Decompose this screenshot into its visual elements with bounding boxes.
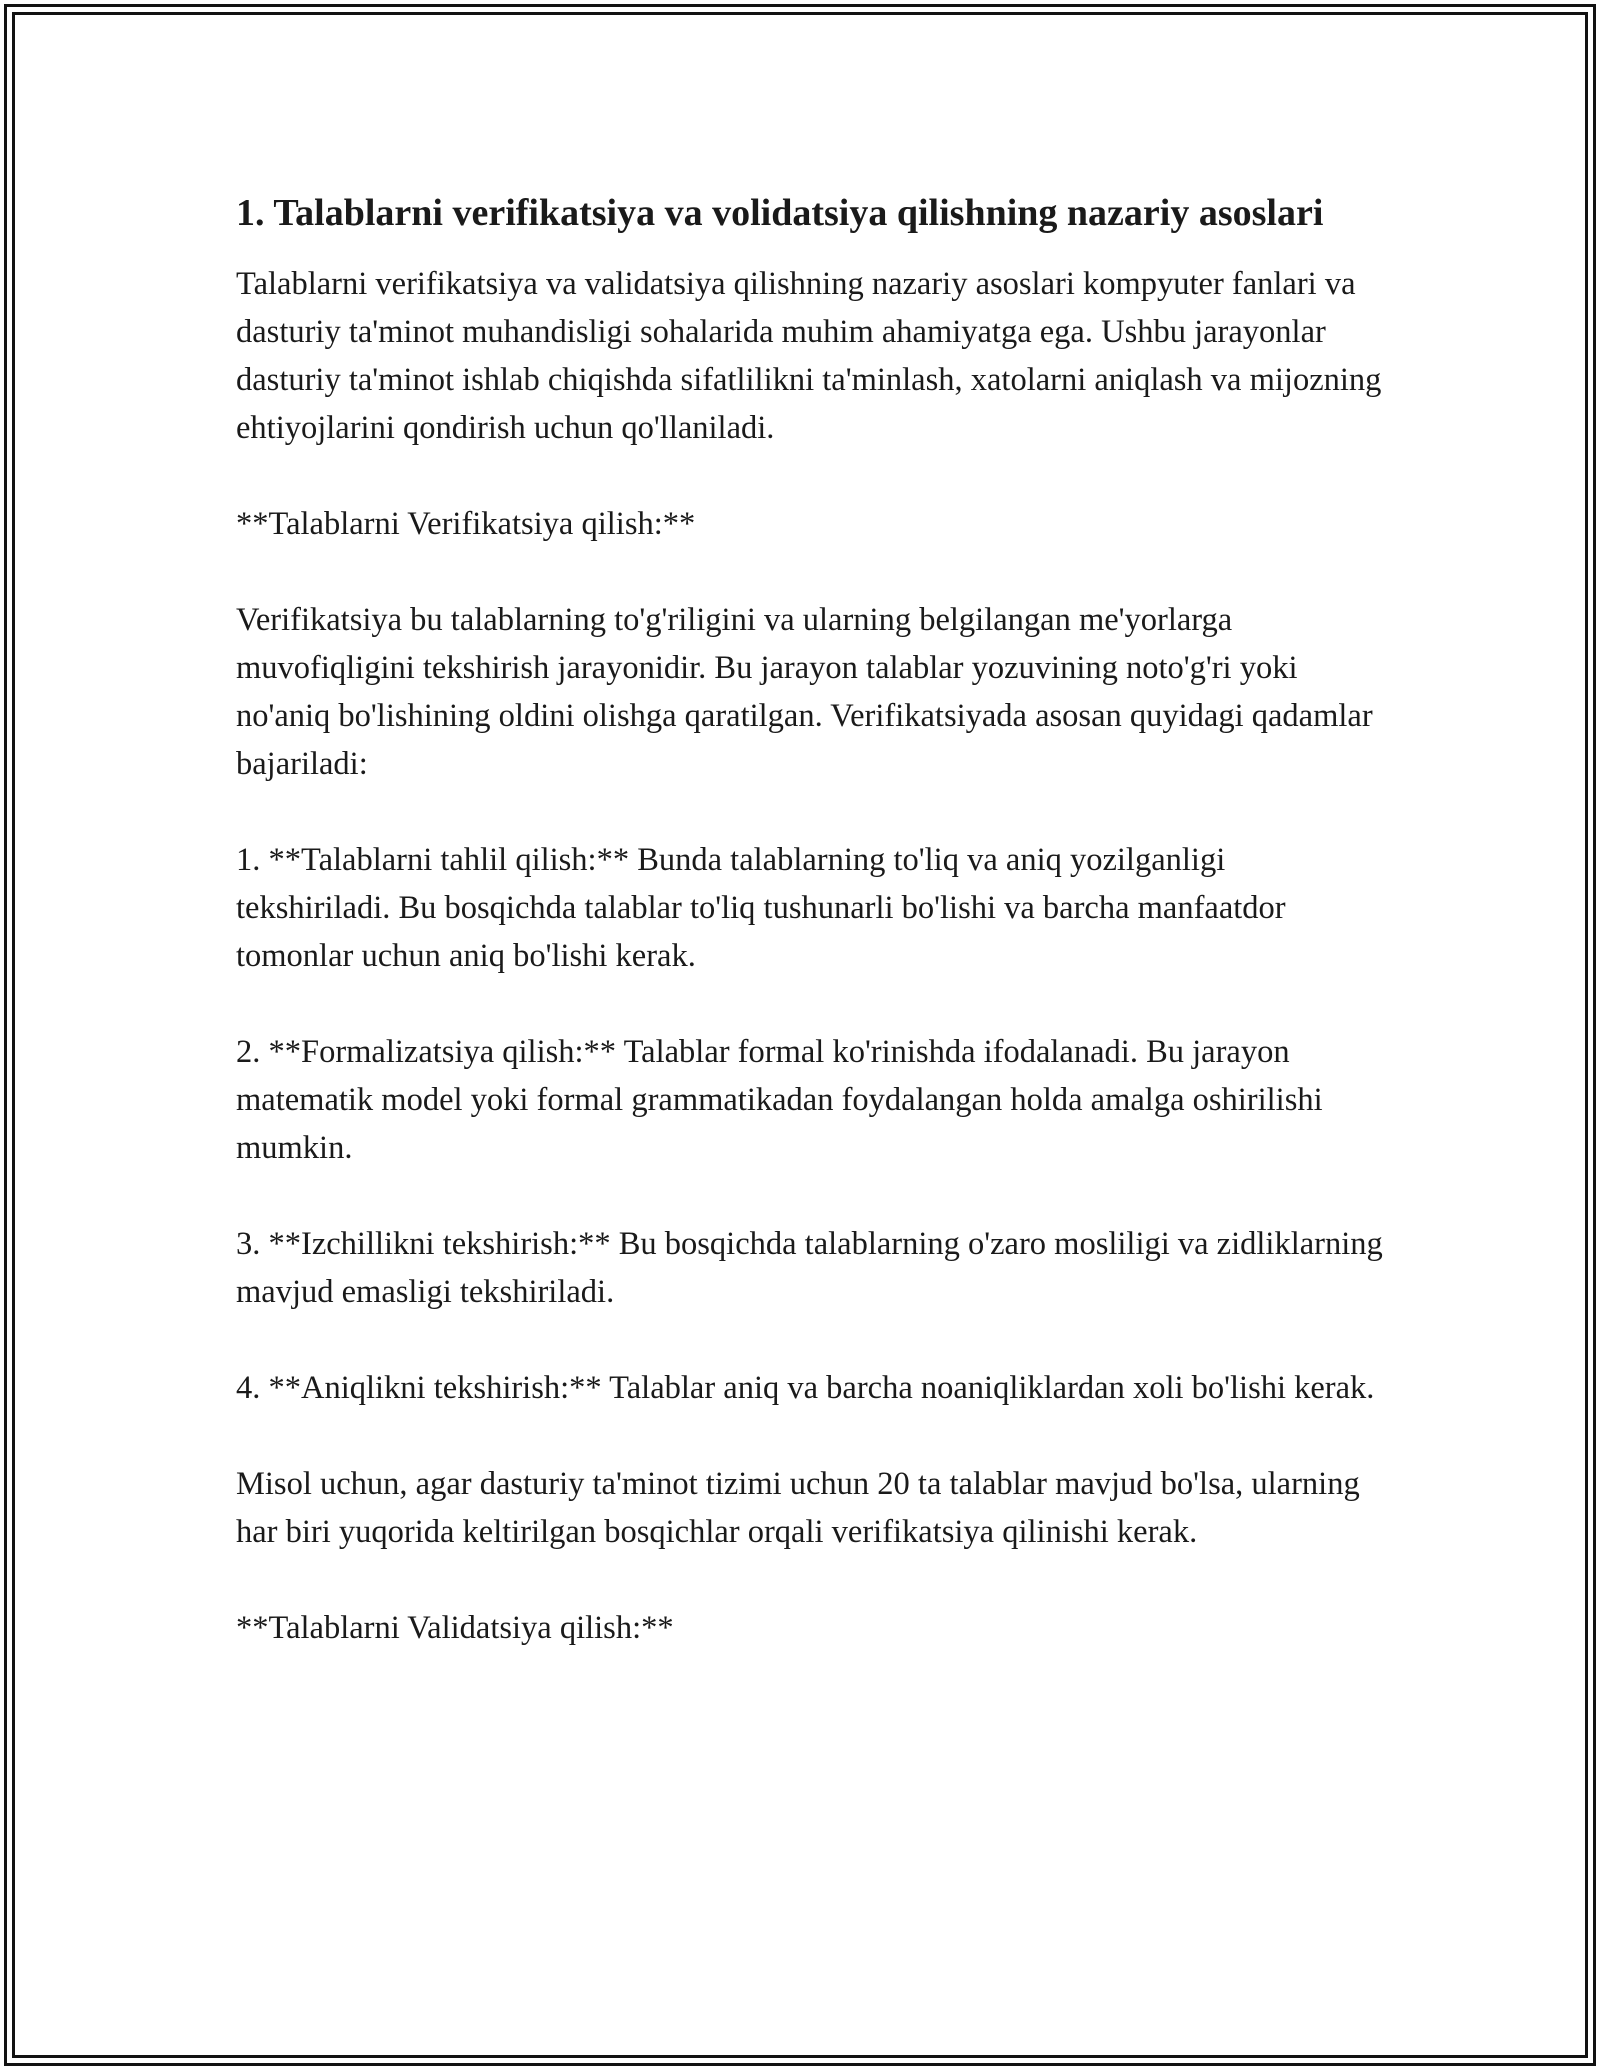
document-body xyxy=(236,260,1386,1652)
document-title: 1. Talablarni verifikatsiya va volidatsiya qilishning nazariy asoslari xyxy=(236,192,1324,234)
intro-paragraph: Talablarni verifikatsiya va validatsiya qilishning nazariy asoslari kompyuter fanlari va dasturiy ta'minot muhandisligi sohalarida muhim ahamiyatga ega. Ushbu jarayonlar dasturiy ta'minot ishlab chiqishda sifatlilikni ta'minlash, xatolarni aniqlash va mijozning ehtiyojlarini qondirish uchun qo'llaniladi. xyxy=(236,266,1382,446)
validation-heading: **Talablarni Validatsiya qilish:** xyxy=(236,1610,674,1646)
example-paragraph: Misol uchun, agar dasturiy ta'minot tizimi uchun 20 ta talablar mavjud bo'lsa, ularning har biri yuqorida keltirilgan bosqichlar orqali verifikatsiya qilinishi kerak. xyxy=(236,1466,1360,1550)
step-3-paragraph: 3. **Izchillikni tekshirish:** Bu bosqichda talablarning o'zaro mosliligi va zidliklarning mavjud emasligi tekshiriladi. xyxy=(236,1226,1383,1310)
verification-heading: **Talablarni Verifikatsiya qilish:** xyxy=(236,506,696,542)
document-page xyxy=(236,186,1386,1700)
step-4-paragraph: 4. **Aniqlikni tekshirish:** Talablar aniq va barcha noaniqliklardan xoli bo'lishi kerak. xyxy=(236,1370,1375,1406)
step-2-paragraph: 2. **Formalizatsiya qilish:** Talablar formal ko'rinishda ifodalanadi. Bu jarayon matematik model yoki formal grammatikadan foydalangan holda amalga oshirilishi mumkin. xyxy=(236,1034,1323,1166)
step-1-paragraph: 1. **Talablarni tahlil qilish:** Bunda talablarning to'liq va aniq yozilganligi tekshiriladi. Bu bosqichda talablar to'liq tushunarli bo'lishi va barcha manfaatdor tomonlar uchun aniq bo'lishi kerak. xyxy=(236,842,1286,974)
verification-definition-paragraph: Verifikatsiya bu talablarning to'g'riligini va ularning belgilangan me'yorlarga muvofiqligini tekshirish jarayonidir. Bu jarayon talablar yozuvining noto'g'ri yoki no'aniq bo'lishining oldini olishga qaratilgan. Verifikatsiyada asosan quyidagi qadamlar bajariladi: xyxy=(236,602,1373,782)
